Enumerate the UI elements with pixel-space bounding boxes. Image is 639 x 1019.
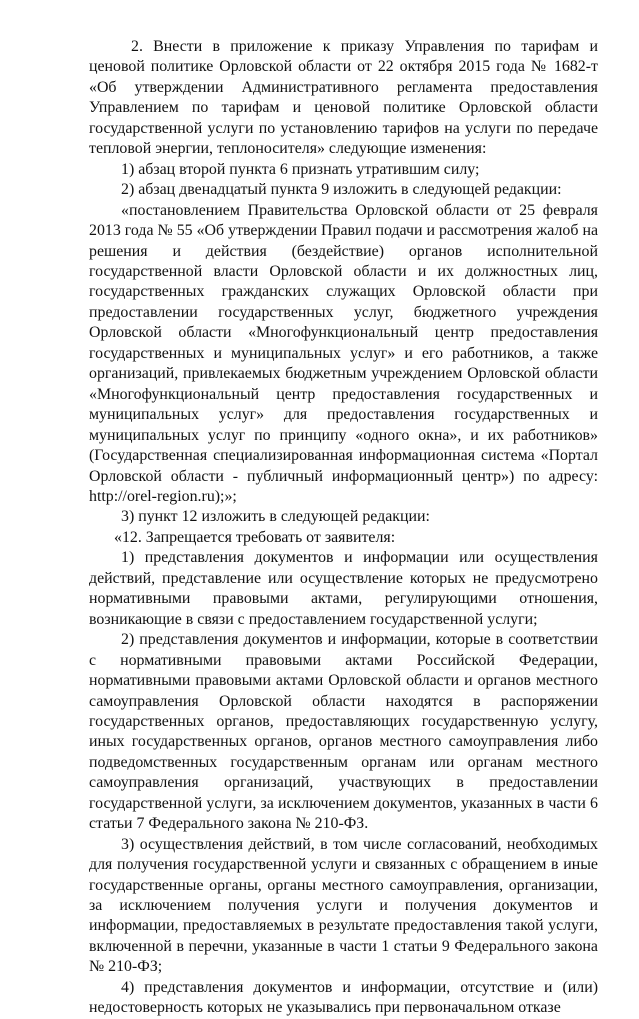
paragraph-quoted-resolution: «постановлением Правительства Орловской области от 25 февраля 2013 года № 55 «Об утверждении Правил подачи и рассмотрения жалоб на решения и действия (бездействие) органов исполнительной государственной власти Орловской области и их должностных лиц, государственных гражданских служащих Орловской области при предоставлении государственных услуг, бюджетного учреждения Орловской области «Многофункциональный центр предоставления государственных и муниципальных услуг» и его работников, а также организаций, привлекаемых бюджетным учреждением Орловской области «Многофункциональный центр предоставления государственных и муниципальных услуг» для предоставления государственных и муниципальных услуг по принципу «одного окна», и их работников» (Государственная специализированная информационная система «Портал Орловской области - публичный информационный центр») по адресу: http://orel-region.ru);»;: [89, 201, 598, 505]
paragraph-subitem-2: 2) абзац двенадцатый пункта 9 изложить в следующей редакции:: [121, 181, 562, 199]
paragraph-subitem-3: 3) пункт 12 изложить в следующей редакции:: [121, 508, 430, 526]
paragraph-item-12-heading: «12. Запрещается требовать от заявителя:: [114, 528, 396, 546]
paragraph-requirement-1: 1) представления документов и информации или осуществления действий, представление или осуществление которых не предусмотрено нормативными правовыми актами, регулирующими отношения, возникающие в связи с предоставлением государственной услуги;: [89, 549, 598, 628]
document-body: [89, 37, 598, 1019]
paragraph-requirement-4: 4) представления документов и информации, отсутствие и (или) недостоверность которых не указывались при первоначальном отказе: [89, 978, 598, 1017]
paragraph-requirement-2: 2) представления документов и информации, которые в соответствии с нормативными правовыми актами Российской Федерации, нормативными правовыми актами Орловской области и органов местного самоуправления Орловской области находятся в распоряжении государственных органов, предоставляющих государственную услугу, иных государственных органов, органов местного самоуправления либо подведомственных государственным органам или органам местного самоуправления организаций, участвующих в предоставлении государственной услуги, за исключением документов, указанных в части 6 статьи 7 Федерального закона № 210-ФЗ.: [89, 631, 598, 833]
paragraph-requirement-3: 3) осуществления действий, в том числе согласований, необходимых для получения государственной услуги и связанных с обращением в иные государственные органы, органы местного самоуправления, организации, за исключением получения услуги и получения документов и информации, предоставляемых в результате предоставления такой услуги, включенной в перечни, указанные в части 1 статьи 9 Федерального закона № 210-ФЗ;: [89, 835, 598, 976]
paragraph-item-2: 2. Внести в приложение к приказу Управления по тарифам и ценовой политике Орловской области от 22 октября 2015 года № 1682-т «Об утверждении Административного регламента предоставления Управлением по тарифам и ценовой политике Орловской области государственной услуги по установлению тарифов на услуги по передаче тепловой энергии, теплоносителя» следующие изменения:: [89, 38, 598, 158]
paragraph-subitem-1: 1) абзац второй пункта 6 признать утратившим силу;: [121, 160, 480, 178]
